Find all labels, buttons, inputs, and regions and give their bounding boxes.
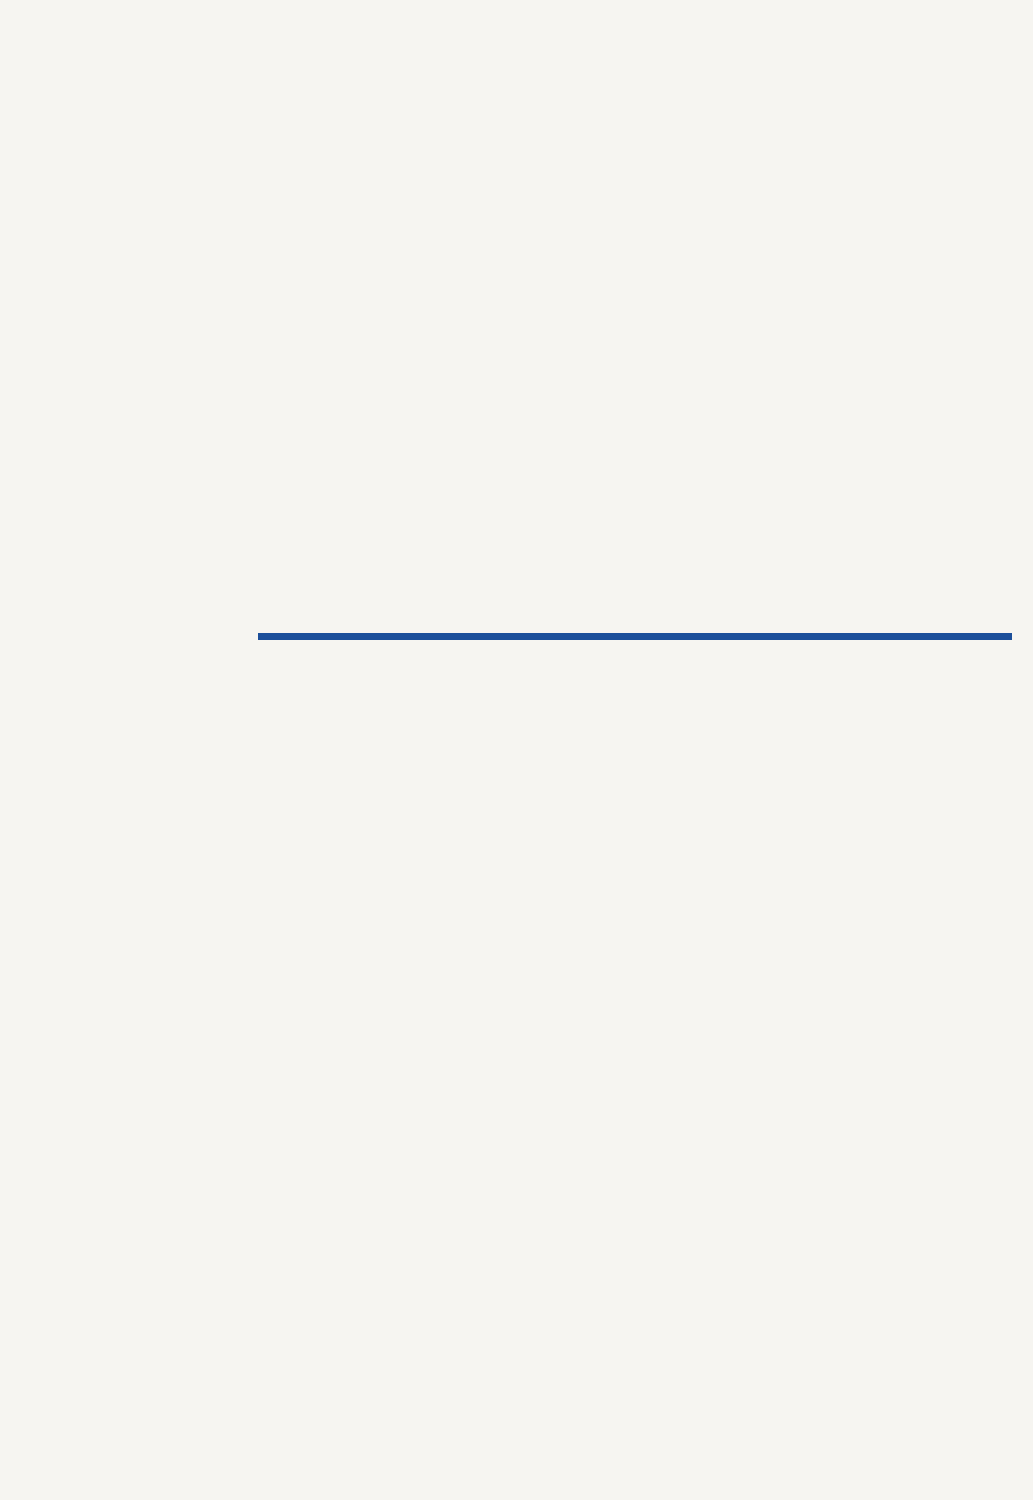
section-divider — [258, 633, 1012, 640]
